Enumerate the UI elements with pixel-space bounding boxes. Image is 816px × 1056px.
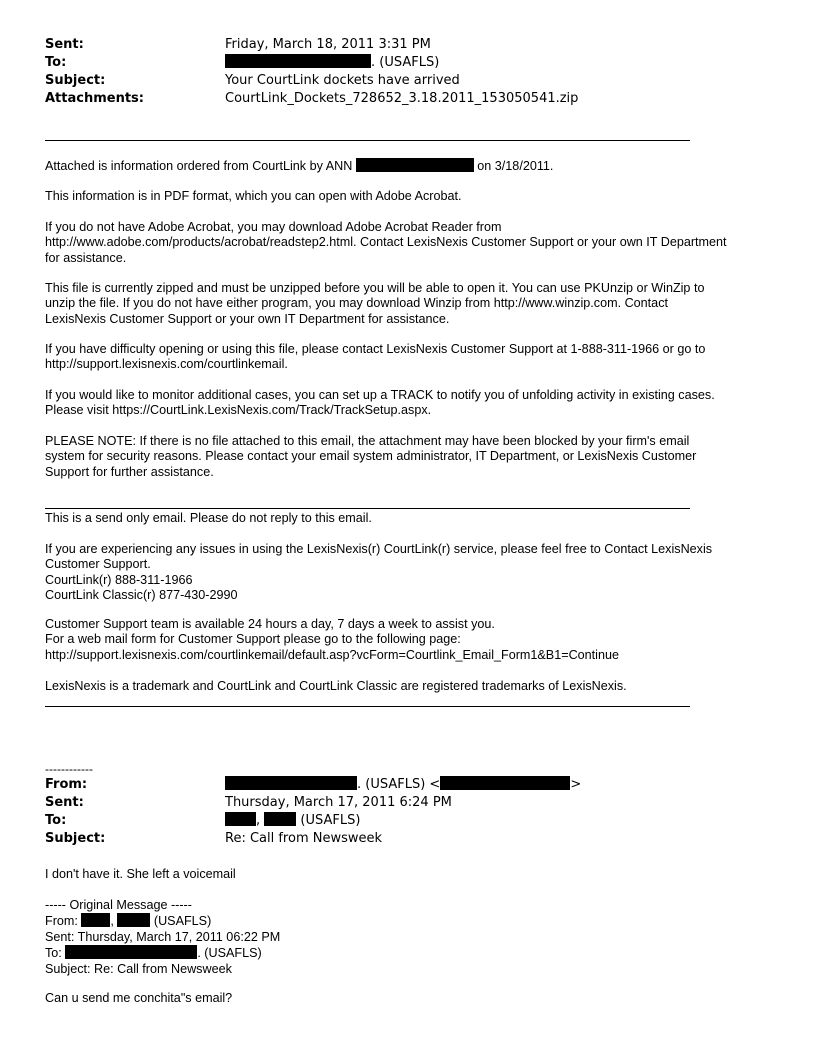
- body-paragraph-availability: [45, 617, 775, 663]
- redaction-bar: [225, 776, 357, 790]
- redaction-bar: [440, 776, 570, 790]
- to-value-wrap: [225, 54, 439, 72]
- from-label: From:: [45, 777, 88, 792]
- body-paragraph-difficulty: [45, 342, 775, 373]
- attachment-filename[interactable]: CourtLink_Dockets_728652_3.18.2011_153050541.zip: [225, 91, 579, 106]
- redaction-bar: [81, 913, 110, 927]
- subject-label: Subject:: [45, 831, 106, 846]
- text-line: Customer Support team is available 24 hours a day, 7 days a week to assist you.: [45, 617, 495, 631]
- separator-dashes: ------------: [45, 762, 93, 776]
- to-label: To:: [45, 55, 67, 70]
- orig-from-comma: ,: [110, 914, 114, 929]
- subject-label: Subject:: [45, 73, 106, 88]
- to-value: . (USAFLS): [371, 55, 440, 70]
- body-paragraph-format: This information is in PDF format, which you can open with Adobe Acrobat.: [45, 189, 462, 203]
- text-line: for assistance.: [45, 250, 127, 265]
- redaction-bar: [65, 945, 197, 959]
- text-line: If you have difficulty opening or using this file, please contact LexisNexis Customer Support at 1-888-311-1966 or go to: [45, 342, 706, 356]
- attachments-label: Attachments:: [45, 91, 144, 106]
- text-line: Customer Support.: [45, 557, 151, 572]
- redaction-bar: [225, 812, 256, 826]
- text-line: PLEASE NOTE: If there is no file attached to this email, the attachment may have been blocked by your firm's email: [45, 434, 690, 448]
- text-line: Please visit https://CourtLink.LexisNexis.com/Track/TrackSetup.aspx.: [45, 403, 432, 418]
- from-value-end: >: [570, 777, 582, 792]
- text-line: This file is currently zipped and must be unzipped before you will be able to open it. You can use PKUnzip or WinZip to: [45, 281, 705, 295]
- ordered-text: Attached is information ordered from CourtLink by ANN: [45, 159, 353, 173]
- text-line: If you are experiencing any issues in using the LexisNexis(r) CourtLink(r) service, please feel free to Contact LexisNexis: [45, 542, 713, 556]
- divider: [45, 140, 690, 141]
- subject-value: Re: Call from Newsweek: [225, 831, 383, 846]
- body-paragraph-ordered: [45, 158, 775, 174]
- text-line: http://support.lexisnexis.com/courtlinkemail.: [45, 357, 288, 372]
- orig-from-label: From:: [45, 914, 78, 929]
- redaction-bar: [264, 812, 296, 826]
- redaction-bar: [225, 54, 371, 68]
- text-line: Support for further assistance.: [45, 464, 214, 479]
- text-line: For a web mail form for Customer Support please go to the following page:: [45, 632, 461, 647]
- body-paragraph-trademark: LexisNexis is a trademark and CourtLink and CourtLink Classic are registered trademarks of LexisNexis.: [45, 679, 627, 693]
- text-line: http://support.lexisnexis.com/courtlinkemail/default.asp?vcForm=Courtlink_Email_Form1&B1=Continue: [45, 647, 619, 662]
- to-value: (USAFLS): [300, 813, 361, 828]
- ordered-date: on 3/18/2011.: [477, 159, 554, 173]
- orig-from-value: (USAFLS): [153, 914, 212, 929]
- body-paragraph-note: [45, 434, 775, 480]
- orig-subject-line: Subject: Re: Call from Newsweek: [45, 961, 232, 976]
- reply-text: I don't have it. She left a voicemail: [45, 867, 236, 881]
- redaction-bar: [117, 913, 150, 927]
- subject-value: Your CourtLink dockets have arrived: [225, 73, 460, 88]
- to-comma: ,: [256, 813, 261, 828]
- body-paragraph-send-only: This is a send only email. Please do not reply to this email.: [45, 511, 372, 525]
- orig-sent-line: Sent: Thursday, March 17, 2011 06:22 PM: [45, 929, 281, 944]
- text-line: If you do not have Adobe Acrobat, you may download Adobe Acrobat Reader from: [45, 220, 502, 234]
- text-line: CourtLink(r) 888-311-1966: [45, 572, 193, 587]
- orig-to-value: . (USAFLS): [197, 946, 262, 961]
- orig-to-line: [45, 946, 262, 960]
- body-paragraph-support: [45, 542, 775, 604]
- body-paragraph-acrobat: [45, 220, 775, 266]
- redaction-bar: [356, 158, 474, 172]
- sent-value: Friday, March 18, 2011 3:31 PM: [225, 37, 431, 52]
- body-paragraph-track: [45, 388, 775, 419]
- text-line: LexisNexis Customer Support or your own IT Department for assistance.: [45, 311, 450, 326]
- sent-value: Thursday, March 17, 2011 6:24 PM: [225, 795, 452, 810]
- sent-label: Sent:: [45, 37, 84, 52]
- text-line: http://www.adobe.com/products/acrobat/readstep2.html. Contact LexisNexis Customer Support or your own IT Department: [45, 235, 727, 250]
- from-value-wrap: [225, 776, 581, 794]
- orig-from-line: [45, 914, 211, 928]
- to-label: To:: [45, 813, 67, 828]
- original-message: [45, 898, 775, 977]
- text-line: system for security reasons. Please contact your email system administrator, IT Department, or LexisNexis Customer: [45, 449, 697, 464]
- orig-to-label: To:: [45, 946, 62, 961]
- divider: [45, 508, 690, 509]
- from-value: . (USAFLS) <: [357, 777, 441, 792]
- text-line: If you would like to monitor additional cases, you can set up a TRACK to notify you of unfolding activity in existing cases.: [45, 388, 715, 402]
- original-message-header: ----- Original Message -----: [45, 898, 192, 912]
- text-line: CourtLink Classic(r) 877-430-2990: [45, 588, 238, 603]
- text-line: unzip the file. If you do not have either program, you may download Winzip from http://www.winzip.com. Contact: [45, 296, 668, 311]
- question-text: Can u send me conchita"s email?: [45, 991, 233, 1005]
- body-paragraph-zip: [45, 281, 775, 327]
- sent-label: Sent:: [45, 795, 84, 810]
- to-value-wrap: [225, 812, 360, 830]
- divider: [45, 706, 690, 707]
